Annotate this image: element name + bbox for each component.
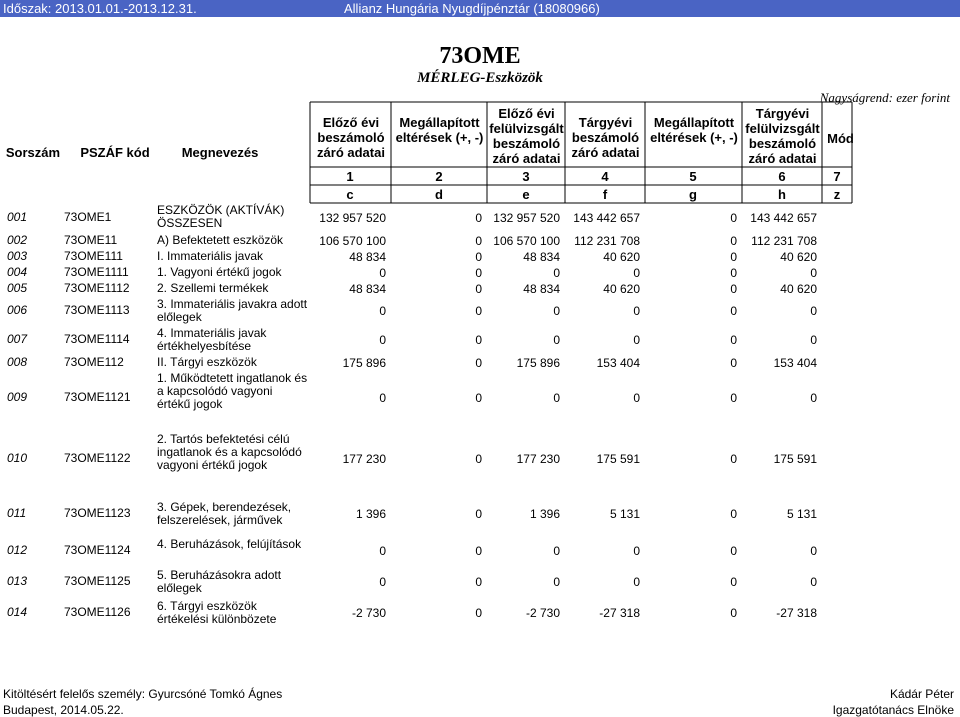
- row-value-4: -27 318: [599, 605, 640, 620]
- row-value-2: 0: [475, 506, 482, 521]
- row-megnevezes: 1. Működtetett ingatlanok és a kapcsolódó vagyoni értékű jogok: [157, 371, 308, 411]
- row-value-2: 0: [475, 304, 482, 318]
- row-sorszam: 012: [7, 542, 28, 557]
- row-sorszam: 013: [7, 573, 28, 588]
- row-megnevezes: II. Tárgyi eszközök: [157, 355, 257, 369]
- row-value-3: 0: [553, 543, 560, 558]
- column-letter-5: g: [689, 187, 697, 202]
- row-value-3: 177 230: [516, 452, 560, 466]
- row-value-5: 0: [730, 281, 737, 296]
- row-value-6: 0: [810, 304, 817, 318]
- row-value-6: 112 231 708: [751, 233, 817, 248]
- header-col5: Megállapított eltérések (+, -): [650, 115, 738, 145]
- row-value-6: 5 131: [786, 506, 817, 521]
- row-sorszam: 008: [7, 354, 28, 369]
- row-value-3: 0: [553, 574, 560, 589]
- row-value-4: 175 591: [596, 452, 640, 466]
- row-value-5: 0: [730, 506, 737, 521]
- row-value-2: 0: [475, 355, 482, 370]
- row-value-1: 0: [379, 543, 386, 558]
- row-value-1: 0: [379, 304, 386, 318]
- row-value-6: 0: [810, 333, 817, 347]
- row-value-2: 0: [475, 452, 482, 466]
- row-value-6: -27 318: [776, 605, 817, 620]
- row-megnevezes: I. Immateriális javak: [157, 249, 264, 263]
- row-value-6: 0: [810, 543, 817, 558]
- row-megnevezes: 2. Tartós befektetési célú ingatlanok és a kapcsolódó vagyoni értékű jogok: [157, 432, 302, 472]
- row-value-5: 0: [730, 233, 737, 248]
- row-pszaf-kod: 73OME1126: [64, 604, 131, 619]
- row-value-6: 0: [810, 574, 817, 589]
- row-value-1: 0: [379, 391, 386, 405]
- row-value-3: 106 570 100: [493, 233, 560, 248]
- row-sorszam: 004: [7, 264, 28, 279]
- row-value-3: 0: [553, 391, 560, 405]
- column-letter-7: z: [833, 187, 841, 202]
- row-value-5: 0: [730, 543, 737, 558]
- row-value-1: 48 834: [349, 249, 386, 264]
- title-bar: [0, 0, 960, 17]
- row-megnevezes: ESZKÖZÖK (AKTÍVÁK) ÖSSZESEN: [157, 203, 285, 230]
- row-value-5: 0: [730, 391, 737, 405]
- period-label: Időszak: 2013.01.01.-2013.12.31.: [3, 1, 197, 16]
- row-value-3: 132 957 520: [493, 211, 560, 225]
- header-col4: Tárgyévi beszámoló záró adatai: [571, 115, 640, 160]
- footer-responsible: Kitöltésért felelős személy: Gyurcsóné Tomkó Ágnes: [3, 687, 283, 701]
- column-letter-6: h: [778, 187, 786, 202]
- row-value-3: -2 730: [525, 605, 560, 620]
- column-number-7: 7: [833, 169, 841, 184]
- row-value-5: 0: [730, 211, 737, 225]
- row-sorszam: 009: [7, 390, 28, 404]
- row-pszaf-kod: 73OME1111: [64, 264, 129, 279]
- header-col6: Tárgyévi felülvizsgált beszámoló záró adatai: [745, 106, 820, 166]
- row-value-6: 175 591: [773, 452, 817, 466]
- row-value-4: 0: [633, 265, 640, 280]
- row-value-2: 0: [475, 249, 482, 264]
- row-value-2: 0: [475, 211, 482, 225]
- column-number-5: 5: [689, 169, 697, 184]
- row-sorszam: 007: [7, 332, 28, 346]
- row-pszaf-kod: 73OME1113: [64, 303, 130, 317]
- row-sorszam: 001: [7, 210, 28, 224]
- footer-signer-title: Igazgatótanács Elnöke: [832, 703, 954, 717]
- row-pszaf-kod: 73OME1122: [64, 451, 131, 465]
- row-megnevezes: 6. Tárgyi eszközök értékelési különbözete: [157, 598, 277, 626]
- row-value-4: 153 404: [596, 355, 640, 370]
- row-value-5: 0: [730, 249, 737, 264]
- row-pszaf-kod: 73OME1121: [64, 390, 131, 404]
- row-value-1: 0: [379, 333, 386, 347]
- row-sorszam: 003: [7, 248, 28, 263]
- column-number-3: 3: [522, 169, 530, 184]
- column-letter-2: d: [435, 187, 443, 202]
- row-value-1: 106 570 100: [319, 233, 386, 248]
- row-sorszam: 002: [7, 232, 28, 247]
- row-value-4: 40 620: [603, 249, 640, 264]
- row-pszaf-kod: 73OME1125: [64, 573, 131, 588]
- row-value-5: 0: [730, 265, 737, 280]
- row-value-3: 48 834: [523, 249, 560, 264]
- row-value-3: 48 834: [523, 281, 560, 296]
- header-col2: Megállapított eltérések (+, -): [395, 115, 484, 145]
- row-megnevezes: 3. Gépek, berendezések, felszerelések, járművek: [157, 499, 292, 527]
- row-value-3: 0: [553, 265, 560, 280]
- row-value-2: 0: [475, 333, 482, 347]
- row-pszaf-kod: 73OME1: [64, 210, 112, 224]
- row-pszaf-kod: 73OME112: [64, 354, 124, 369]
- row-pszaf-kod: 73OME1112: [64, 280, 130, 295]
- row-pszaf-kod: 73OME11: [64, 232, 118, 247]
- row-pszaf-kod: 73OME1124: [64, 542, 131, 557]
- row-value-1: 1 396: [355, 506, 386, 521]
- row-value-4: 5 131: [609, 506, 640, 521]
- row-megnevezes: 4. Immateriális javak értékhelyesbítése: [157, 326, 267, 353]
- row-value-2: 0: [475, 281, 482, 296]
- row-value-1: 0: [379, 574, 386, 589]
- row-sorszam: 005: [7, 280, 28, 295]
- row-megnevezes: 1. Vagyoni értékű jogok: [157, 265, 282, 279]
- row-value-3: 175 896: [516, 355, 560, 370]
- row-value-1: 0: [379, 265, 386, 280]
- header-megnevezes: Megnevezés: [181, 145, 259, 160]
- row-value-4: 40 620: [603, 281, 640, 296]
- row-value-4: 0: [633, 333, 640, 347]
- row-value-6: 153 404: [773, 355, 817, 370]
- row-megnevezes: 3. Immateriális javakra adott előlegek: [157, 297, 308, 324]
- header-col1: Előző évi beszámoló záró adatai: [317, 115, 385, 160]
- row-value-4: 0: [633, 574, 640, 589]
- row-value-1: 175 896: [342, 355, 386, 370]
- row-sorszam: 014: [7, 604, 28, 619]
- column-letter-3: e: [522, 187, 530, 202]
- row-value-4: 0: [633, 391, 640, 405]
- header-sorszam: Sorszám: [5, 145, 61, 160]
- row-sorszam: 006: [7, 303, 28, 317]
- row-pszaf-kod: 73OME1123: [64, 505, 131, 520]
- row-megnevezes: 4. Beruházások, felújítások: [157, 536, 302, 551]
- row-value-5: 0: [730, 574, 737, 589]
- row-value-2: 0: [475, 605, 482, 620]
- row-value-5: 0: [730, 355, 737, 370]
- header-col3: Előző évi felülvizsgált beszámoló záró adatai: [489, 106, 564, 166]
- row-value-2: 0: [475, 574, 482, 589]
- row-megnevezes: 5. Beruházásokra adott előlegek: [157, 567, 282, 595]
- page-subtitle: MÉRLEG-Eszközök: [417, 70, 543, 86]
- column-number-6: 6: [778, 169, 786, 184]
- unit-note: Nagyságrend: ezer forint: [819, 90, 950, 105]
- row-value-6: 40 620: [780, 249, 817, 264]
- row-value-3: 0: [553, 304, 560, 318]
- row-value-2: 0: [475, 543, 482, 558]
- row-megnevezes: A) Befektetett eszközök: [157, 233, 284, 247]
- column-letter-1: c: [346, 187, 354, 202]
- footer-signer-name: Kádár Péter: [889, 687, 954, 701]
- row-value-1: 48 834: [349, 281, 386, 296]
- row-megnevezes: 2. Szellemi termékek: [157, 281, 269, 295]
- column-number-2: 2: [435, 169, 443, 184]
- footer-date: Budapest, 2014.05.22.: [3, 703, 124, 717]
- row-value-2: 0: [475, 391, 482, 405]
- row-pszaf-kod: 73OME111: [64, 248, 123, 263]
- row-value-6: 40 620: [780, 281, 817, 296]
- row-value-6: 0: [810, 265, 817, 280]
- row-value-2: 0: [475, 265, 482, 280]
- row-value-1: 132 957 520: [319, 211, 386, 225]
- row-value-5: 0: [730, 452, 737, 466]
- fund-label: Allianz Hungária Nyugdíjpénztár (18080966): [344, 1, 600, 16]
- row-value-3: 1 396: [529, 506, 560, 521]
- row-sorszam: 010: [7, 451, 28, 465]
- row-sorszam: 011: [7, 505, 27, 520]
- row-value-4: 0: [633, 304, 640, 318]
- row-value-1: -2 730: [351, 605, 386, 620]
- row-value-1: 177 230: [342, 452, 386, 466]
- row-value-3: 0: [553, 333, 560, 347]
- row-value-5: 0: [730, 333, 737, 347]
- row-value-4: 143 442 657: [573, 211, 640, 225]
- row-pszaf-kod: 73OME1114: [64, 332, 130, 346]
- row-value-5: 0: [730, 605, 737, 620]
- page-title: 73OME: [439, 43, 521, 69]
- header-mod: Mód: [827, 131, 854, 146]
- row-value-6: 0: [810, 391, 817, 405]
- row-value-5: 0: [730, 304, 737, 318]
- column-letter-4: f: [602, 187, 608, 202]
- row-value-4: 112 231 708: [574, 233, 640, 248]
- header-pszaf-kod: PSZÁF kód: [80, 145, 150, 160]
- row-value-6: 143 442 657: [750, 211, 817, 225]
- row-value-4: 0: [633, 543, 640, 558]
- column-number-1: 1: [346, 169, 354, 184]
- column-number-4: 4: [601, 169, 609, 184]
- row-value-2: 0: [475, 233, 482, 248]
